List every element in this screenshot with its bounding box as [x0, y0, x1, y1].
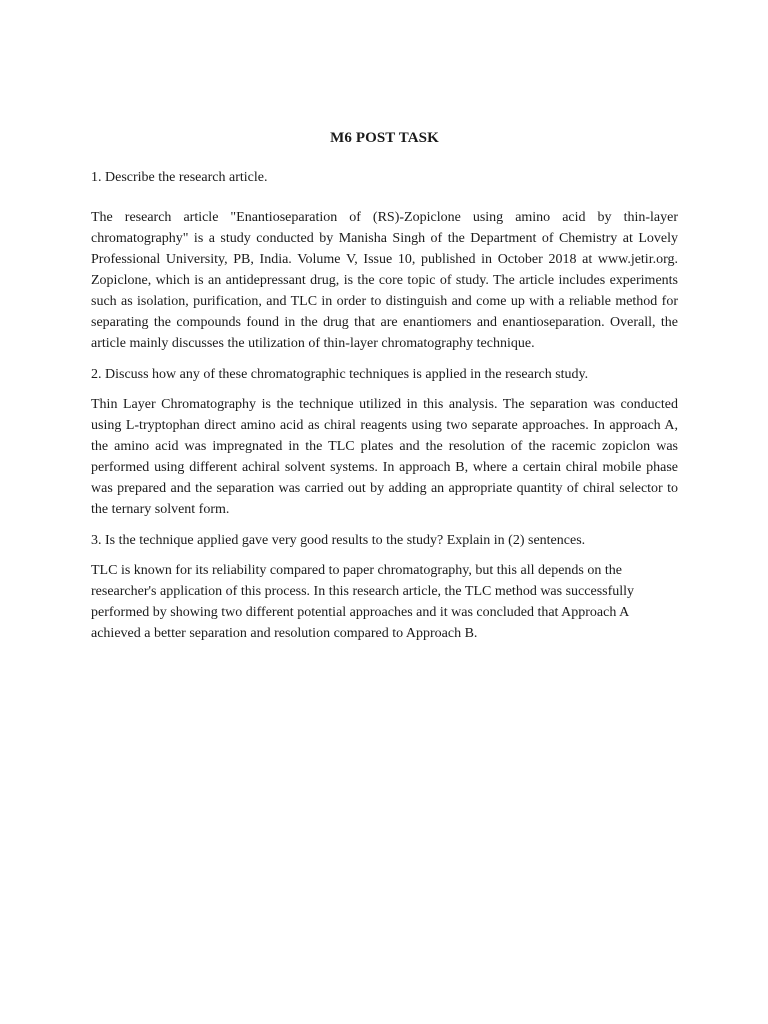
answer-3: TLC is known for its reliability compared to paper chromatography, but this all depends on the researcher's application of this process. In this research article, the TLC method was successfully performed by showing two different potential approaches and it was concluded that Approach A achieved a better separation and resolution compared to Approach B. — [91, 563, 635, 641]
document-title: M6 POST TASK — [330, 130, 439, 146]
question-1: 1. Describe the research article. — [91, 170, 268, 185]
document-page — [91, 130, 678, 654]
question-3: 3. Is the technique applied gave very good results to the study? Explain in (2) sentences. — [91, 533, 586, 548]
question-2: 2. Discuss how any of these chromatographic techniques is applied in the research study. — [91, 367, 589, 382]
answer-2: Thin Layer Chromatography is the technique utilized in this analysis. The separation was conducted using L-tryptophan direct amino acid as chiral reagents using two separate approaches. In approach A, the amino acid was impregnated in the TLC plates and the resolution of the racemic zopiclon was performed using different achiral solvent systems. In approach B, where a certain chiral mobile phase was prepared and the separation was carried out by adding an appropriate quantity of chiral selector to the ternary solvent form. — [91, 397, 678, 517]
answer-1: The research article "Enantioseparation of (RS)-Zopiclone using amino acid by thin-layer chromatography" is a study conducted by Manisha Singh of the Department of Chemistry at Lovely Professional University, PB, India. Volume V, Issue 10, published in October 2018 at www.jetir.org. Zopiclone, which is an antidepressant drug, is the core topic of study. The article includes experiments such as isolation, purification, and TLC in order to distinguish and come up with a reliable method for separating the compounds found in the drug that are enantiomers and enantioseparation. Overall, the article mainly discusses the utilization of thin-layer chromatography technique. — [91, 210, 678, 351]
